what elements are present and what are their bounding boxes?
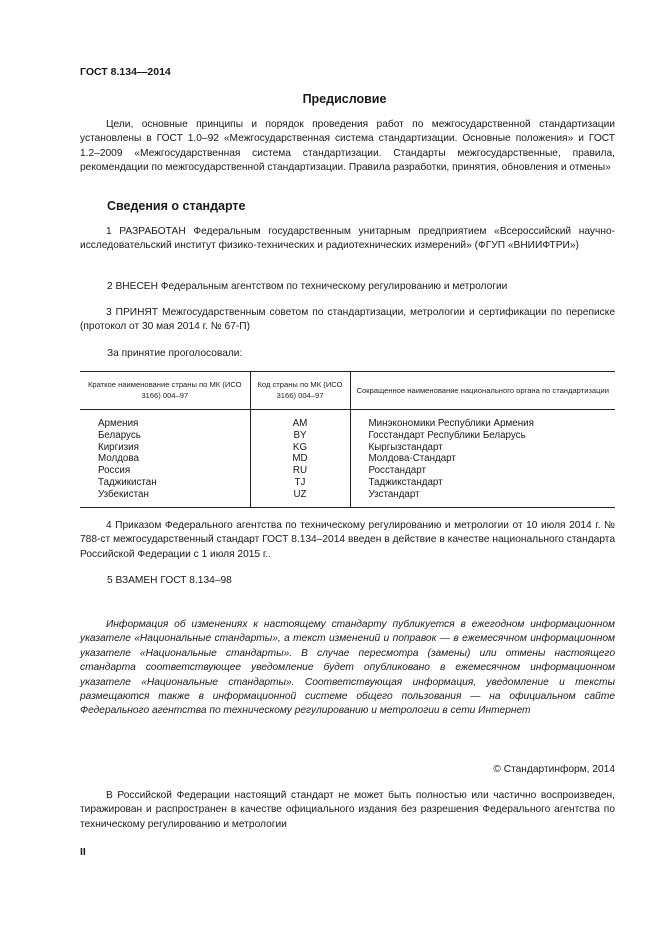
standards-body: Таджикстандарт (368, 476, 443, 488)
info-section-title: Сведения о стандарте (107, 199, 246, 213)
header-country-code: Код страны по МК (ИСО 3166) 004–97 (250, 372, 350, 410)
country-name: Молдова (98, 453, 139, 465)
country-name: Беларусь (98, 429, 141, 441)
standards-body: Молдова-Стандарт (368, 453, 456, 465)
country-code: BY (293, 429, 307, 441)
header-standards-body: Сокращенное наименование национального органа по стандартизации (350, 372, 615, 410)
reproduction-rights-notice: В Российской Федерации настоящий стандарт не может быть полностью или частично воспроизведен, тиражирован и распространен в качестве официального издания без разрешения Федерального агентства по техническому регулированию и метрологии (80, 790, 615, 830)
voted-label: За принятие проголосовали: (107, 348, 243, 359)
country-code: MD (292, 453, 308, 465)
table-header-row (80, 372, 615, 410)
country-code: KG (292, 441, 308, 453)
info-item-1: 1 РАЗРАБОТАН Федеральным государственным унитарным предприятием «Всероссийский научно-исследовательский институт физико-технических и радиотехнических измерений» (ФГУП «ВНИИФТРИ») (80, 226, 615, 252)
country-name: Таджикистан (98, 476, 157, 488)
standards-body: Росстандарт (368, 465, 426, 477)
table-body-row (80, 410, 615, 508)
standards-body: Кыргызстандарт (368, 441, 443, 453)
standards-body: Узстандарт (368, 488, 420, 500)
header-country-name: Краткое наименование страны по МК (ИСО 3166) 004–97 (80, 372, 250, 410)
info-item-5: 5 ВЗАМЕН ГОСТ 8.134–98 (107, 575, 232, 586)
standards-bodies-cell (350, 410, 615, 508)
amendments-notice: Информация об изменениях к настоящему стандарту публикуется в ежегодном информационном указателе «Национальные стандарты», а текст изменений и поправок — в ежемесячном информационном указателе «Национальные стандарты». В случае пересмотра (замены) или отмены настоящего стандарта соответствующее уведомление будет опубликовано в ежемесячном информационном указателе «Национальные стандарты». Соответствующая информация, уведомление и тексты размещаются также в информационной системе общего пользования — на официальном сайте Федерального агентства по техническому регулированию и метрологии в сети Интернет (80, 619, 615, 717)
standards-body: Госстандарт Республики Беларусь (368, 429, 526, 441)
voting-countries-table (80, 371, 615, 508)
country-name: Киргизия (98, 441, 139, 453)
country-code: AM (292, 418, 308, 429)
country-code: TJ (294, 476, 306, 488)
page-number: II (80, 846, 86, 858)
country-name: Россия (98, 465, 131, 477)
document-code-header: ГОСТ 8.134—2014 (80, 66, 171, 78)
foreword-title: Предисловие (302, 92, 387, 106)
country-codes-cell (250, 410, 350, 508)
country-code: RU (292, 465, 308, 477)
info-item-3: 3 ПРИНЯТ Межгосударственным советом по стандартизации, метрологии и сертификации по переписке (протокол от 30 мая 2014 г. № 67-П) (80, 307, 615, 333)
foreword-paragraph: Цели, основные принципы и порядок проведения работ по межгосударственной стандартизации установлены в ГОСТ 1.0–92 «Межгосударственная система стандартизации. Основные положения» и ГОСТ 1.2–2009 «Межгосударственная система стандартизации. Стандарты межгосударственные, правила, рекомендации по межгосударственной стандартизации. Правила разработки, принятия, обновления и отмены» (80, 119, 615, 174)
country-code: UZ (293, 488, 307, 500)
country-names-cell (80, 410, 250, 508)
info-item-4: 4 Приказом Федерального агентства по техническому регулированию и метрологии от 10 июля 2014 г. № 788-ст межгосударственный стандарт ГОСТ 8.134–2014 введен в действие в качестве национального стандарта Российской Федерации с 1 июля 2015 г.. (80, 520, 615, 560)
standards-body: Минэкономики Республики Армения (368, 418, 534, 429)
info-item-2: 2 ВНЕСЕН Федеральным агентством по техническому регулированию и метрологии (107, 281, 508, 292)
country-name: Узбекистан (98, 488, 149, 500)
copyright-notice: © Стандартинформ, 2014 (493, 764, 615, 775)
country-name: Армения (98, 418, 139, 429)
